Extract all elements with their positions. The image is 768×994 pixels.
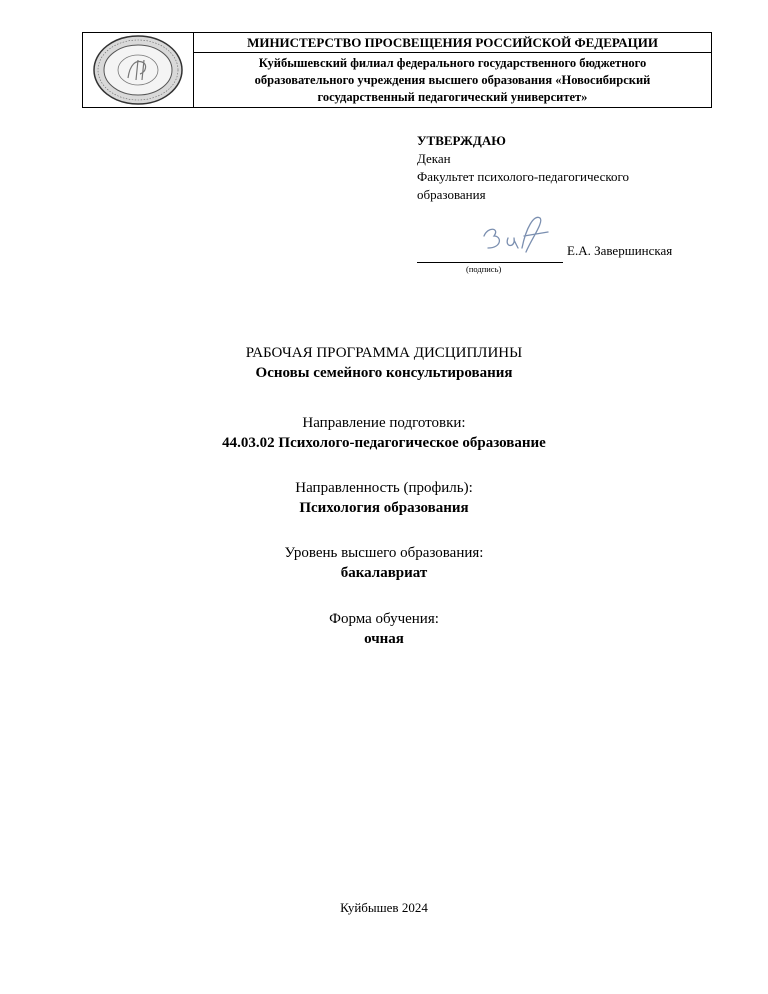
form-label: Форма обучения:	[329, 611, 439, 627]
level-label: Уровень высшего образования:	[284, 545, 484, 561]
level-value: бакалавриат	[340, 565, 428, 581]
ministry-name: МИНИСТЕРСТВО ПРОСВЕЩЕНИЯ РОССИЙСКОЙ ФЕДЕРАЦИИ	[194, 33, 711, 53]
university-seal-icon	[92, 34, 184, 106]
doc-type: РАБОЧАЯ ПРОГРАММА ДИСЦИПЛИНЫ	[245, 345, 523, 361]
direction-block	[0, 413, 768, 453]
signature-line	[417, 262, 563, 263]
institution-name: Куйбышевский филиал федерального государственного бюджетного образовательного учреждения высшего образования «Новосибирский государственный педагогический университет»	[254, 56, 651, 104]
form-block	[0, 609, 768, 649]
direction-value: 44.03.02 Психолого-педагогическое образование	[222, 435, 546, 451]
approval-position: Декан	[417, 151, 451, 166]
footer-city-year: Куйбышев 2024	[340, 900, 428, 915]
profile-block	[0, 478, 768, 518]
approval-faculty-line2: образования	[417, 187, 486, 202]
approval-title: УТВЕРЖДАЮ	[417, 133, 506, 148]
header-text-cell	[194, 33, 711, 107]
level-block	[0, 543, 768, 583]
signer-name: Е.А. Завершинская	[567, 243, 673, 258]
form-value: очная	[364, 631, 404, 647]
logo-cell	[83, 33, 194, 107]
direction-label: Направление подготовки:	[302, 415, 466, 431]
header-table	[82, 32, 712, 108]
approval-faculty-line1: Факультет психолого-педагогического	[417, 169, 630, 184]
profile-value: Психология образования	[299, 500, 469, 516]
handwritten-signature	[478, 208, 568, 258]
approval-block	[417, 132, 717, 204]
doc-type-block	[0, 343, 768, 383]
signature-caption: (подпись)	[466, 264, 502, 274]
discipline-name: Основы семейного консультирования	[255, 365, 513, 381]
profile-label: Направленность (профиль):	[295, 480, 473, 496]
